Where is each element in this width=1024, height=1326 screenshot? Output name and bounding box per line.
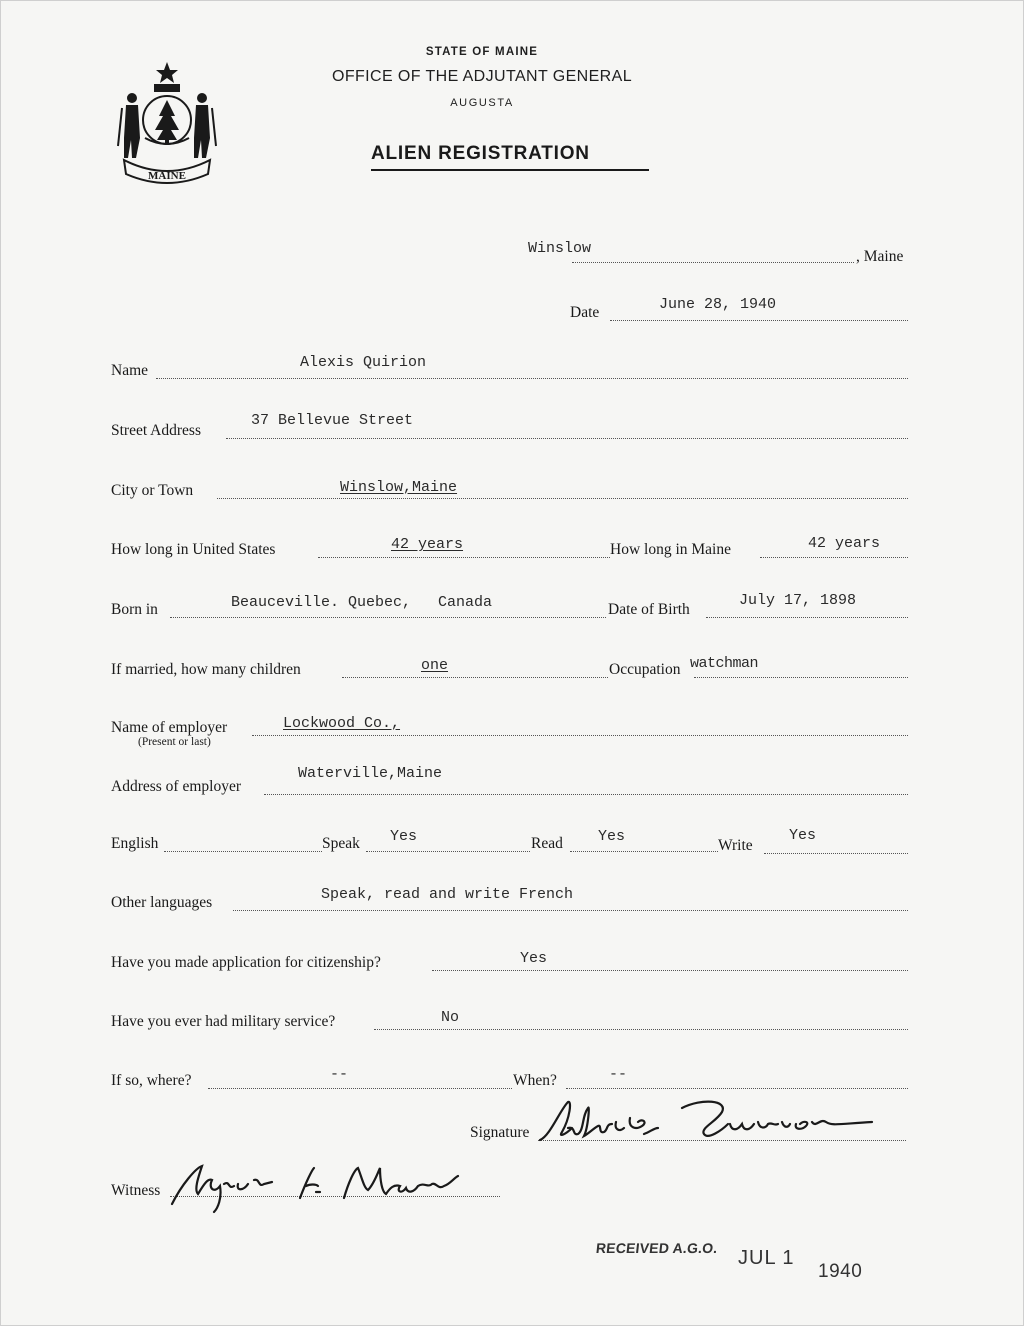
maine-label: , Maine bbox=[856, 248, 904, 265]
write-label: Write bbox=[718, 837, 753, 854]
maine-years-line bbox=[760, 557, 908, 558]
write-line bbox=[764, 853, 908, 854]
us-years-line bbox=[318, 557, 610, 558]
employer-label: Name of employer bbox=[111, 719, 228, 736]
maine-years-label: How long in Maine bbox=[610, 541, 731, 558]
children-value: one bbox=[421, 657, 449, 674]
signature-label: Signature bbox=[470, 1124, 530, 1141]
name-line bbox=[156, 378, 908, 379]
received-stamp-text: RECEIVED A.G.O. bbox=[595, 1240, 719, 1256]
city-line bbox=[217, 498, 908, 499]
city-label: City or Town bbox=[111, 482, 194, 499]
town-line bbox=[572, 262, 854, 263]
when-value: -- bbox=[609, 1066, 628, 1083]
when-label: When? bbox=[513, 1072, 557, 1089]
witness-handwriting-icon bbox=[168, 1154, 468, 1214]
svg-text:MAINE: MAINE bbox=[148, 170, 186, 182]
where-label: If so, where? bbox=[111, 1072, 192, 1089]
other-languages-line bbox=[233, 910, 908, 911]
street-value: 37 Bellevue Street bbox=[251, 412, 414, 429]
born-value: Beauceville. Quebec, Canada bbox=[231, 594, 493, 611]
title-underline bbox=[371, 169, 649, 171]
citizenship-line bbox=[432, 970, 908, 971]
citizenship-value: Yes bbox=[520, 950, 548, 967]
street-line bbox=[226, 438, 908, 439]
date-line bbox=[610, 320, 908, 321]
name-value: Alexis Quirion bbox=[300, 354, 427, 371]
received-stamp-date: JUL 1 bbox=[738, 1247, 795, 1269]
street-label: Street Address bbox=[111, 422, 201, 439]
read-value: Yes bbox=[598, 828, 626, 845]
citizenship-label: Have you made application for citizenship? bbox=[111, 954, 381, 971]
header-state: STATE OF MAINE bbox=[425, 46, 539, 58]
write-value: Yes bbox=[789, 827, 817, 844]
read-label: Read bbox=[531, 835, 563, 852]
header-office: OFFICE OF THE ADJUTANT GENERAL bbox=[331, 68, 633, 85]
city-value: Winslow,Maine bbox=[340, 479, 458, 496]
children-line bbox=[342, 677, 608, 678]
name-label: Name bbox=[111, 362, 149, 379]
where-line bbox=[208, 1088, 512, 1089]
english-label: English bbox=[111, 835, 159, 852]
employer-sublabel: (Present or last) bbox=[138, 736, 211, 748]
witness-label: Witness bbox=[111, 1182, 161, 1199]
employer-address-value: Waterville,Maine bbox=[298, 765, 443, 782]
children-label: If married, how many children bbox=[111, 661, 301, 678]
military-value: No bbox=[441, 1009, 460, 1026]
signature-handwriting-icon bbox=[532, 1088, 892, 1158]
occupation-value: watchman bbox=[690, 655, 759, 672]
employer-address-line bbox=[264, 794, 908, 795]
read-line bbox=[570, 851, 718, 852]
speak-line bbox=[366, 851, 530, 852]
employer-line bbox=[252, 735, 908, 736]
date-label: Date bbox=[570, 304, 600, 321]
other-languages-label: Other languages bbox=[111, 894, 213, 911]
us-years-value: 42 years bbox=[391, 536, 464, 553]
speak-label: Speak bbox=[322, 835, 360, 852]
header-city: AUGUSTA bbox=[450, 97, 514, 109]
form-title: ALIEN REGISTRATION bbox=[371, 143, 590, 164]
born-line bbox=[170, 617, 606, 618]
other-languages-value: Speak, read and write French bbox=[321, 886, 574, 903]
dob-label: Date of Birth bbox=[608, 601, 690, 618]
date-value: June 28, 1940 bbox=[659, 296, 777, 313]
born-label: Born in bbox=[111, 601, 158, 618]
english-line bbox=[164, 851, 322, 852]
dob-line bbox=[706, 617, 908, 618]
occupation-label: Occupation bbox=[609, 661, 681, 678]
employer-address-label: Address of employer bbox=[111, 778, 241, 795]
employer-value: Lockwood Co., bbox=[283, 715, 401, 732]
us-years-label: How long in United States bbox=[111, 541, 276, 558]
occupation-line bbox=[694, 677, 908, 678]
speak-value: Yes bbox=[390, 828, 418, 845]
maine-years-value: 42 years bbox=[808, 535, 881, 552]
military-label: Have you ever had military service? bbox=[111, 1013, 336, 1030]
military-line bbox=[374, 1029, 908, 1030]
received-stamp-year: 1940 bbox=[818, 1261, 863, 1282]
town-value: Winslow bbox=[528, 240, 592, 257]
where-value: -- bbox=[330, 1066, 349, 1083]
dob-value: July 17, 1898 bbox=[739, 592, 857, 609]
